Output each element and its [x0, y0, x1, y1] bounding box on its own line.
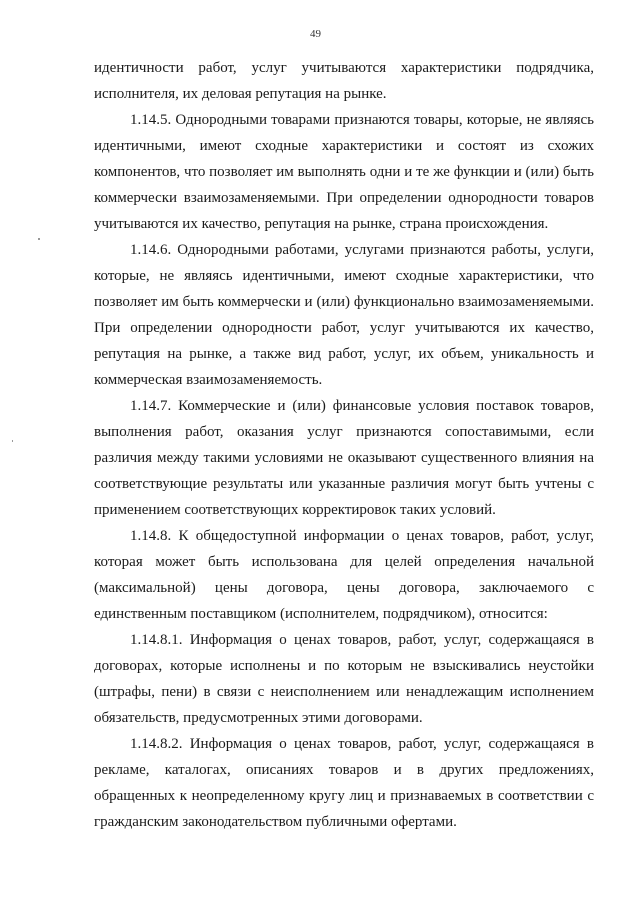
document-body — [94, 55, 594, 835]
paragraph-continuation: идентичности работ, услуг учитываются характеристики подрядчика, исполнителя, их деловая репутация на рынке. — [94, 60, 594, 102]
page-number: 49 — [310, 28, 321, 40]
paragraph-1-14-6: 1.14.6. Однородными работами, услугами признаются работы, услуги, которые, не являясь идентичными, имеют сходные характеристики, что позволяет им быть коммерчески и (или) функционально взаимозаменяемыми. При определении однородности работ, услуг учитываются их качество, репутация на рынке, а также вид работ, услуг, их объем, уникальность и коммерческая взаимозаменяемость. — [94, 242, 594, 388]
scan-speck — [12, 440, 13, 442]
paragraph-1-14-5: 1.14.5. Однородными товарами признаются товары, которые, не являясь идентичными, имеют сходные характеристики и состоят из схожих компонентов, что позволяет им выполнять одни и те же функции и (или) быть коммерчески взаимозаменяемыми. При определении однородности товаров учитываются их качество, репутация на рынке, страна происхождения. — [94, 112, 594, 232]
paragraph-1-14-8-2: 1.14.8.2. Информация о ценах товаров, работ, услуг, содержащаяся в рекламе, каталогах, описаниях товаров и в других предложениях, обращенных к неопределенному кругу лиц и признаваемых в соответствии с гражданским законодательством публичными офертами. — [94, 736, 594, 830]
paragraph-1-14-8: 1.14.8. К общедоступной информации о ценах товаров, работ, услуг, которая может быть использована для целей определения начальной (максимальной) цены договора, цены договора, заключаемого с единственным поставщиком (исполнителем, подрядчиком), относится: — [94, 528, 594, 622]
paragraph-1-14-8-1: 1.14.8.1. Информация о ценах товаров, работ, услуг, содержащаяся в договорах, которые исполнены и по которым не взыскивались неустойки (штрафы, пени) в связи с неисполнением или ненадлежащим исполнением обязательств, предусмотренных этими договорами. — [94, 632, 594, 726]
paragraph-1-14-7: 1.14.7. Коммерческие и (или) финансовые условия поставок товаров, выполнения работ, оказания услуг признаются сопоставимыми, если различия между такими условиями не оказывают существенного влияния на соответствующие результаты или указанные различия могут быть учтены с применением соответствующих корректировок таких условий. — [94, 398, 594, 518]
scan-speck — [38, 238, 40, 240]
